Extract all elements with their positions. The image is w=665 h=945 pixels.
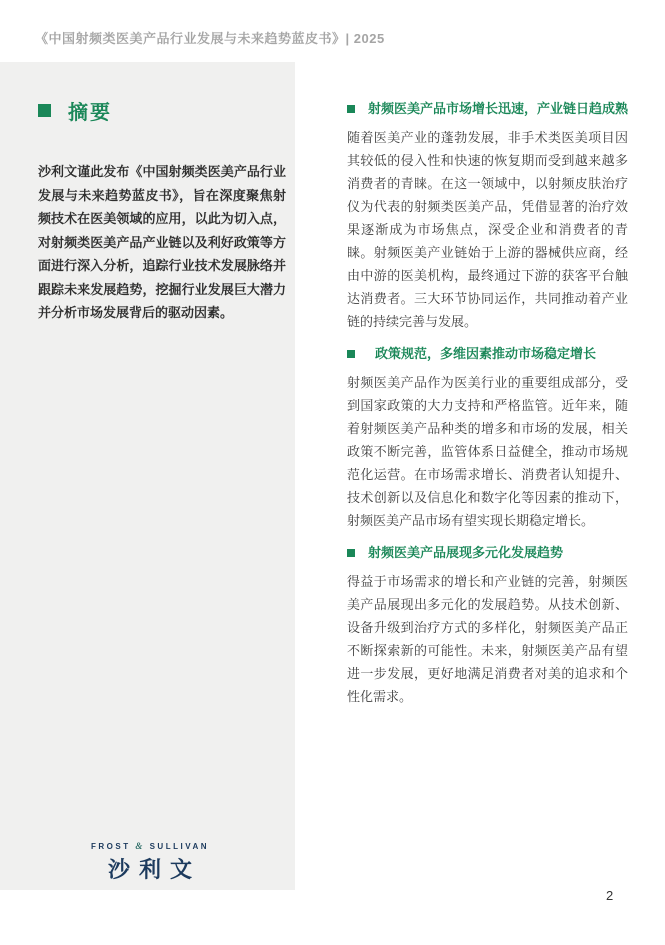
abstract-title: 摘要: [68, 102, 112, 124]
section-heading-policy: [347, 345, 628, 363]
bullet-square-icon: [38, 104, 51, 117]
page-number: 2: [606, 888, 614, 903]
summary-sections-column: [347, 100, 628, 720]
section-heading-label: 政策规范，多维因素推动市场稳定增长: [375, 346, 597, 361]
bullet-square-icon: [347, 549, 355, 557]
bullet-square-icon: [347, 350, 355, 358]
section-heading-market-growth: [347, 100, 628, 118]
abstract-panel: [0, 62, 295, 890]
document-title-header: 《中国射频类医美产品行业发展与未来趋势蓝皮书》| 2025: [35, 31, 385, 46]
logo-ampersand: &: [135, 841, 145, 851]
logo-wordmark-chinese: 沙利文: [107, 857, 201, 882]
section-body-policy: 射频医美产品作为医美行业的重要组成部分，受到国家政策的大力支持和严格监管。近年来，随着射频医美产品种类的增多和市场的发展，相关政策不断完善，监管体系日益健全，推动市场规范化运营。在市场需求增长、消费者认知提升、技术创新以及信息化和数字化等因素的推动下，射频医美产品市场有望实现长期稳定增长。: [347, 375, 628, 528]
section-heading-label: 射频医美产品展现多元化发展趋势: [368, 545, 564, 560]
logo-frost-text: FROST: [91, 842, 131, 851]
section-body-market-growth: 随着医美产业的蓬勃发展，非手术类医美项目因其较低的侵入性和快速的恢复期而受到越来越多消费者的青睐。在这一领域中，以射频皮肤治疗仪为代表的射频类医美产品，凭借显著的治疗效果逐渐成为市场焦点，深受企业和消费者的青睐。射频医美产业链始于上游的器械供应商，经由中游的医美机构，最终通过下游的获客平台触达消费者。三大环节协同运作，共同推动着产业链的持续完善与发展。: [347, 130, 628, 329]
section-body-diversification: 得益于市场需求的增长和产业链的完善，射频医美产品展现出多元化的发展趋势。从技术创新、设备升级到治疗方式的多样化，射频医美产品正不断探索新的可能性。未来，射频医美产品有望进一步发展，更好地满足消费者对美的追求和个性化需求。: [347, 574, 628, 704]
section-heading-diversification: [347, 544, 628, 562]
logo-wordmark-english: [84, 841, 216, 851]
section-heading-label: 射频医美产品市场增长迅速，产业链日趋成熟: [368, 101, 629, 116]
abstract-body-text: 沙利文谨此发布《中国射频类医美产品行业发展与未来趋势蓝皮书》，旨在深度聚焦射频技术在医美领域的应用，以此为切入点，对射频类医美产品产业链以及利好政策等方面进行深入分析，追踪行业技术发展脉络并跟踪未来发展趋势，挖掘行业发展巨大潜力并分析市场发展背后的驱动因素。: [38, 164, 286, 320]
bullet-square-icon: [347, 105, 355, 113]
frost-sullivan-logo: [84, 841, 216, 884]
abstract-heading: [38, 96, 112, 125]
logo-sullivan-text: SULLIVAN: [149, 842, 209, 851]
